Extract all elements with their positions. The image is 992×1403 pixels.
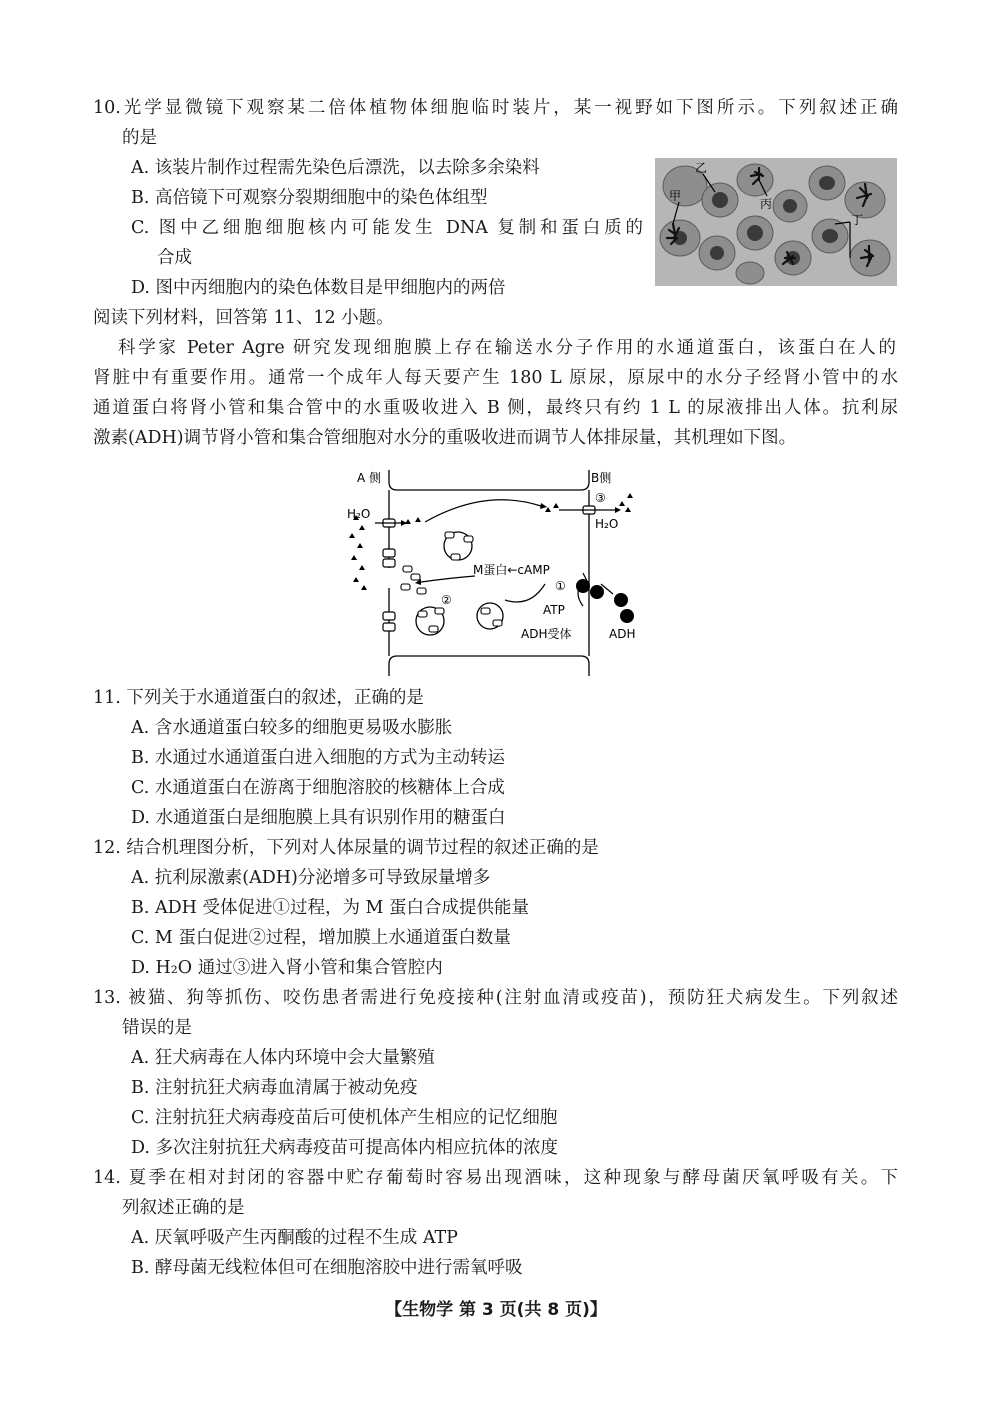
diagram-label-b-side: B侧 [591, 471, 612, 485]
page-footer: 【生物学 第 3 页(共 8 页)】 [385, 1300, 607, 1320]
q13-option-a: A. 狂犬病毒在人体内环境中会大量繁殖 [131, 1048, 435, 1068]
q14-option-b: B. 酵母菌无线粒体但可在细胞溶胶中进行需氧呼吸 [131, 1258, 523, 1278]
micro-label-yi: 乙 [695, 161, 708, 175]
q11-option-d: D. 水通道蛋白是细胞膜上具有识别作用的糖蛋白 [131, 808, 506, 828]
micro-label-ding: 丁 [851, 213, 864, 227]
diagram-label-circle2: ② [441, 593, 452, 607]
q11-option-c: C. 水通道蛋白在游离于细胞溶胶的核糖体上合成 [131, 778, 505, 798]
micro-label-bing: 丙 [760, 197, 773, 211]
reading-paragraph-line1: 科学家 Peter Agre 研究发现细胞膜上存在输送水分子作用的水通道蛋白，该蛋白在人的 [118, 338, 896, 358]
reading-intro: 阅读下列材料，回答第 11、12 小题。 [93, 308, 394, 328]
micrograph-figure [655, 158, 897, 286]
q10-stem-line2: 的是 [122, 128, 157, 148]
q10-option-c-line2: 合成 [157, 248, 192, 268]
q14-stem-line2: 列叙述正确的是 [122, 1198, 245, 1218]
diagram-label-h2o-right: H₂O [595, 517, 619, 531]
q11-option-a: A. 含水通道蛋白较多的细胞更易吸水膨胀 [131, 718, 453, 738]
q10-stem-line1: 10.光学显微镜下观察某二倍体植物体细胞临时装片，某一视野如下图所示。下列叙述正确 [93, 98, 898, 118]
q12-option-b: B. ADH 受体促进①过程，为 M 蛋白合成提供能量 [131, 898, 530, 918]
reading-paragraph-line2: 肾脏中有重要作用。通常一个成年人每天要产生 180 L 原尿，原尿中的水分子经肾小管中的水 [93, 368, 898, 388]
q11-option-b: B. 水通过水通道蛋白进入细胞的方式为主动转运 [131, 748, 505, 768]
q10-option-a: A. 该装片制作过程需先染色后漂洗，以去除多余染料 [131, 158, 540, 178]
q12-option-a: A. 抗利尿激素(ADH)分泌增多可导致尿量增多 [131, 868, 491, 888]
q14-stem-line1: 14. 夏季在相对封闭的容器中贮存葡萄时容易出现酒味，这种现象与酵母菌厌氧呼吸有关。下 [93, 1168, 898, 1188]
q10-option-c-line1: C. 图中乙细胞细胞核内可能发生 DNA 复制和蛋白质的 [131, 218, 643, 238]
diagram-label-adh-receptor: ADH受体 [521, 627, 572, 641]
diagram-label-a-side: A 侧 [357, 471, 382, 485]
reading-paragraph-line3: 通道蛋白将肾小管和集合管中的水重吸收进入 B 侧，最终只有约 1 L 的尿液排出人体。抗利尿 [93, 398, 898, 418]
q12-option-d: D. H₂O 通过③进入肾小管和集合管腔内 [131, 958, 443, 978]
q12-option-c: C. M 蛋白促进②过程，增加膜上水通道蛋白数量 [131, 928, 511, 948]
diagram-label-atp: ATP [543, 603, 565, 617]
q13-stem-line1: 13. 被猫、狗等抓伤、咬伤患者需进行免疫接种(注射血清或疫苗)，预防狂犬病发生。下列叙述 [93, 988, 898, 1008]
q13-option-b: B. 注射抗狂犬病毒血清属于被动免疫 [131, 1078, 418, 1098]
q13-option-c: C. 注射抗狂犬病毒疫苗后可使机体产生相应的记忆细胞 [131, 1108, 558, 1128]
q10-option-b: B. 高倍镜下可观察分裂期细胞中的染色体组型 [131, 188, 488, 208]
adh-mechanism-diagram [345, 468, 645, 678]
reading-paragraph-line4: 激素(ADH)调节肾小管和集合管细胞对水分的重吸收进而调节人体排尿量，其机理如下图。 [93, 428, 797, 448]
q11-stem: 11. 下列关于水通道蛋白的叙述，正确的是 [93, 688, 424, 708]
diagram-label-circle3: ③ [595, 491, 606, 505]
diagram-label-h2o-left: H₂O [347, 507, 371, 521]
diagram-label-m-protein: M蛋白←cAMP [473, 563, 550, 577]
q13-option-d: D. 多次注射抗狂犬病毒疫苗可提高体内相应抗体的浓度 [131, 1138, 559, 1158]
q12-stem: 12. 结合机理图分析，下列对人体尿量的调节过程的叙述正确的是 [93, 838, 599, 858]
q14-option-a: A. 厌氧呼吸产生丙酮酸的过程不生成 ATP [131, 1228, 458, 1248]
micro-label-jia: 甲 [669, 189, 682, 203]
diagram-label-adh: ADH [609, 627, 636, 641]
diagram-label-circle1: ① [555, 579, 566, 593]
q13-stem-line2: 错误的是 [122, 1018, 192, 1038]
q10-option-d: D. 图中丙细胞内的染色体数目是甲细胞内的两倍 [131, 278, 506, 298]
